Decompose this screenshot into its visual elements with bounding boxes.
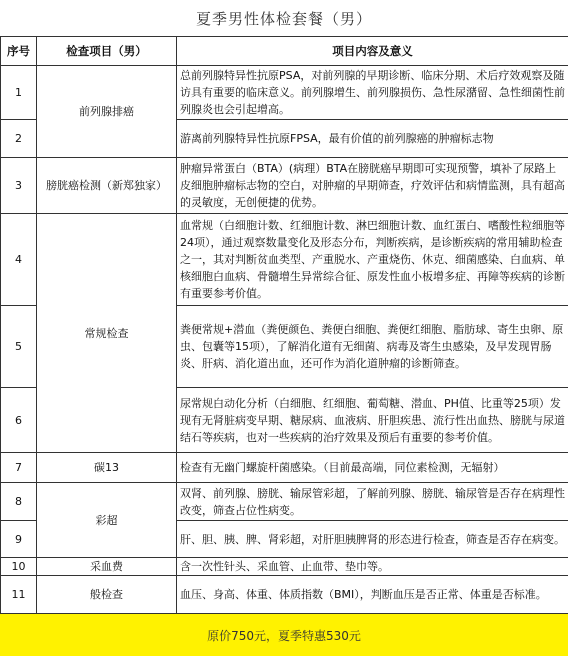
- table-row: [1, 576, 568, 614]
- item-content: 血压、身高、体重、体质指数（BMI），判断血压是否正常、体重是否标准。: [177, 576, 568, 614]
- row-number: 2: [1, 120, 37, 158]
- table-row: [1, 158, 568, 214]
- header-content: 项目内容及意义: [177, 37, 568, 66]
- item-content: 双肾、前列腺、膀胱、输尿管彩超，了解前列腺、膀胱、输尿管是否存在病理性改变，筛查占位性病变。: [177, 483, 568, 521]
- item-name: 前列腺排癌: [37, 66, 177, 158]
- item-content: 游离前列腺特异性抗原FPSA，最有价值的前列腺癌的肿瘤标志物: [177, 120, 568, 158]
- row-number: 11: [1, 576, 37, 614]
- row-number: 5: [1, 306, 37, 388]
- row-number: 10: [1, 558, 37, 576]
- item-content: 总前列腺特异性抗原PSA，对前列腺的早期诊断、临床分期、术后疗效观察及随访具有重要的临床意义。前列腺增生、前列腺损伤、急性尿潴留、急性细菌性前列腺炎也会引起增高。: [177, 66, 568, 120]
- header-no: 序号: [1, 37, 37, 66]
- price-banner: 原价750元，夏季特惠530元: [0, 614, 568, 656]
- row-number: 7: [1, 453, 37, 483]
- table-header-row: [1, 37, 568, 66]
- item-name: 常规检查: [37, 214, 177, 453]
- checkup-table: [0, 36, 568, 614]
- item-name: 般检查: [37, 576, 177, 614]
- item-content: 肿瘤异常蛋白（BTA）(病理）BTA在膀胱癌早期即可实现预警，填补了尿路上皮细胞肿瘤标志物的空白，对肿瘤的早期筛查，疗效评估和病情监测，具有超高的灵敏度，无创便捷的优势。: [177, 158, 568, 214]
- item-content: 血常规（白细胞计数、红细胞计数、淋巴细胞计数、血红蛋白、嗜酸性粒细胞等24项），通过观察数量变化及形态分布，判断疾病，是诊断疾病的常用辅助检查之一，其对判断贫血类型、产重脱水、产重烧伤、休克、细菌感染、白血病、单核细胞白血病、骨髓增生异常综合征、原发性血小板增多症、再障等疾病的诊断有重要参考价值。: [177, 214, 568, 306]
- row-number: 1: [1, 66, 37, 120]
- item-content: 检查有无幽门螺旋杆菌感染。（目前最高端，同位素检测，无辐射）: [177, 453, 568, 483]
- item-name: 膀胱癌检测（新郑独家）: [37, 158, 177, 214]
- item-content: 粪便常规+潜血（粪便颜色、粪便白细胞、粪便红细胞、脂肪球、寄生虫卵、原虫、包囊等15项），了解消化道有无细菌、病毒及寄生虫感染，及早发现胃肠炎、肝病、消化道出血，还可作为消化道肿瘤的诊断筛查。: [177, 306, 568, 388]
- item-name: 碳13: [37, 453, 177, 483]
- header-item: 检查项目（男）: [37, 37, 177, 66]
- table-row: [1, 483, 568, 521]
- item-name: 彩超: [37, 483, 177, 558]
- item-content: 肝、胆、胰、脾、肾彩超，对肝胆胰脾肾的形态进行检查，筛查是否存在病变。: [177, 521, 568, 558]
- table-row: [1, 214, 568, 306]
- row-number: 4: [1, 214, 37, 306]
- row-number: 9: [1, 521, 37, 558]
- table-row: [1, 558, 568, 576]
- item-content: 含一次性针头、采血管、止血带、垫巾等。: [177, 558, 568, 576]
- page-title: 夏季男性体检套餐（男）: [195, 9, 372, 28]
- item-name: 采血费: [37, 558, 177, 576]
- row-number: 8: [1, 483, 37, 521]
- item-content: 尿常规白动化分析（白细胞、红细胞、葡萄糖、潜血、PH值、比重等25项）发现有无肾脏病变早期、糖尿病、血液病、肝胆疾患、流行性出血热、膀胱与尿道结石等疾病，也对一些疾病的治疗效果及预后有重要的参考价值。: [177, 388, 568, 453]
- row-number: 3: [1, 158, 37, 214]
- table-row: [1, 66, 568, 120]
- table-row: [1, 453, 568, 483]
- row-number: 6: [1, 388, 37, 453]
